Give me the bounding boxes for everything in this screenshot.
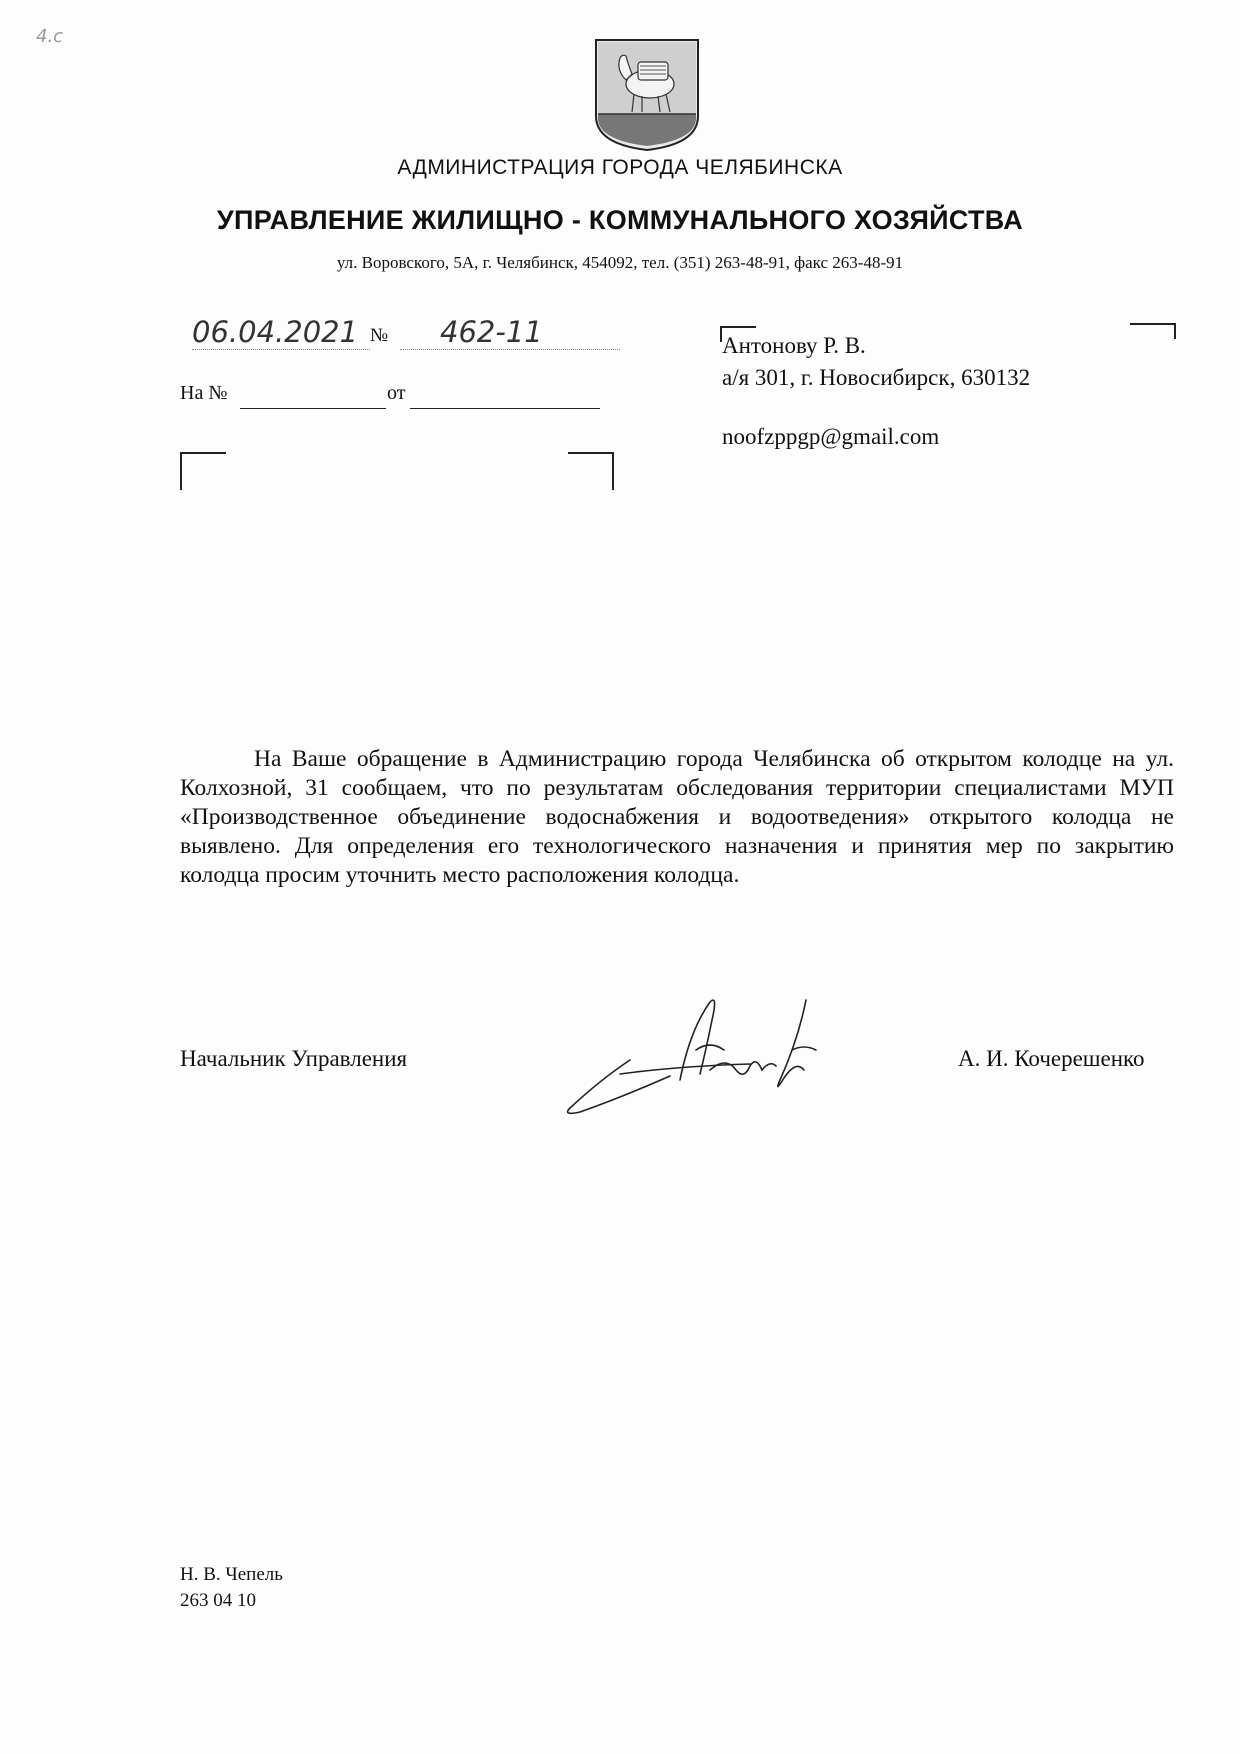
recipient-email: noofzppgp@gmail.com (722, 424, 940, 449)
coat-of-arms-icon (592, 34, 702, 152)
recipient-name: Антонову Р. В. (722, 333, 866, 358)
margin-mark: 4.c (36, 26, 64, 47)
letter-body: На Ваше обращение в Администрацию города Челябинска об открытом колодце на ул. Колхозной, 31 сообщаем, что по результатам обследования территории специалистами МУП «Производственное объединение водоснабжения и водоотведения» открытого колодца не выявлено. Для определения его технологического назначения и принятия мер по закрытию колодца просим уточнить место расположения колодца. (180, 746, 1174, 888)
reference-number-label: На № (180, 382, 228, 404)
recipient-address: а/я 301, г. Новосибирск, 630132 (722, 365, 1031, 390)
reference-number-blank (240, 408, 386, 409)
handwritten-signature (560, 990, 860, 1130)
reference-from-blank (410, 408, 600, 409)
executor-block (180, 1562, 283, 1614)
registration-date: 06.04.2021 (192, 315, 370, 350)
department-address: ул. Воровского, 5А, г. Челябинск, 454092, тел. (351) 263-48-91, факс 263-48-91 (336, 253, 904, 272)
executor-phone: 263 04 10 (180, 1590, 256, 1611)
signatory-position: Начальник Управления (180, 1046, 408, 1071)
address-bracket-right (1130, 323, 1176, 339)
executor-name: Н. В. Чепель (180, 1564, 283, 1585)
subject-bracket-right (568, 452, 614, 490)
registration-number-label: № (370, 325, 389, 346)
subject-bracket-left (180, 452, 226, 490)
administration-title: АДМИНИСТРАЦИЯ ГОРОДА ЧЕЛЯБИНСКА (397, 156, 843, 179)
signatory-name: А. И. Кочерешенко (958, 1046, 1145, 1071)
reference-from-label: от (387, 382, 406, 404)
recipient-block (722, 330, 1030, 394)
registration-number: 462-11 (400, 315, 620, 350)
department-title: УПРАВЛЕНИЕ ЖИЛИЩНО - КОММУНАЛЬНОГО ХОЗЯЙСТВА (216, 205, 1024, 235)
